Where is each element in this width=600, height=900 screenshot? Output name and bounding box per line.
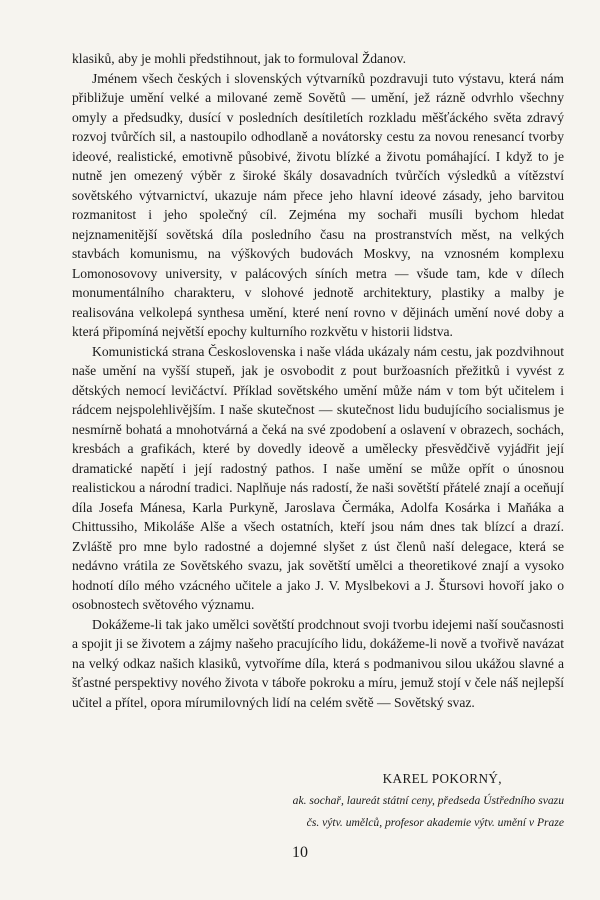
signature-block	[72, 770, 564, 832]
body-text	[72, 49, 564, 712]
author-title-line-2: čs. výtv. umělců, profesor akademie výtv. umění v Praze	[306, 816, 564, 829]
paragraph-4: Dokážeme-li tak jako umělci sovětští prodchnout svoji tvorbu idejemi naší současnosti a spojit ji se životem a zájmy našeho pracujícího lidu, dokážeme-li nově a tvořivě navázat na velký odkaz našich klasiků, vytvoříme díla, která s podmanivou silou ukážou slavné a šťastné perspektivy nového života v táboře pokroku a míru, jemuž stojí v čele náš nejlepší učitel a přítel, opora mírumilovných lidí na celém světě — Sovětský svaz.	[72, 616, 564, 710]
author-title-line-1: ak. sochař, laureát státní ceny, předseda Ústředního svazu	[292, 794, 564, 807]
author-name: KAREL POKORNÝ,	[382, 771, 502, 786]
paragraph-1: klasiků, aby je mohli předstihnout, jak to formuloval Ždanov.	[72, 51, 406, 66]
paragraph-3: Komunistická strana Československa i naše vláda ukázaly nám cestu, jak pozdvihnout naše umění na vyšší stupeň, jak je osvobodit z pout buržoasních přežitků i vyvést z dětských nemocí levičáctví. Příklad sovětského umění může nám v tom být učitelem i rádcem nejspolehlivějším. I naše skutečnost — skutečnost lidu budujícího socialismus je nesmírně bohatá a mnohotvárná a čeká na své zpodobení a oslavení v obrazech, sochách, kresbách a grafikách, které by dovedly ideově a umělecky přesvědčivě vyjádřit její dramatické napětí i její radostný pathos. I naše umění se může opřít o únosnou realistickou a národní tradici. Naplňuje nás radostí, že naši sovětští přátelé znají a oceňují díla Josefa Mánesa, Karla Purkyně, Jaroslava Čermáka, Adolfa Kosárka i Maňáka a Chittussiho, Mikoláše Alše a všech ostatních, kteří jsou nám dnes tak blízcí a drazí. Zvláště pro mne bylo radostné a dojemné slyšet z úst členů naší delegace, která se nedávno vrátila ze Sovětského svazu, jak sovětští umělci a theoretikové znají a vysoko hodnotí dílo mého vzácného učitele a jako J. V. Myslbekovi a J. Štursovi hovoří jako o osobnostech světového významu.	[72, 343, 564, 612]
paragraph-2: Jménem všech českých i slovenských výtvarníků pozdravuji tuto výstavu, která nám přibližuje umění velké a milované země Sovětů — umění, jež rázně odvrhlo všechny omyly a předsudky, dusící v posledních desítiletích rozkladu měšťáckého světa zdravý rozvoj tvůrčích sil, a nastoupilo odhodlaně a novátorsky cestu za novou renesancí tvorby ideové, realistické, emotivně působivé, životu blízké a životu pomáhající. I když to je nutně jen omezený výběr z široké škály dosavadních tvůrčích výsledků a vítězství sovětského výtvarnictví, ukazuje nám přece jeho hlavní ideové zásady, jeho barvitou rozmanitost i jeho společný cíl. Zejména my sochaři musíli bychom hledat nejznamenitější sovětská díla posledního času na prostranstvích měst, na velkých stavbách komunismu, na výškových budovách Moskvy, na vznosném komplexu Lomonosovovy university, v palácových síních metra — všude tam, kde v dílech monumentálního charakteru, v slohové jednotě architektury, plastiky a malby je realisována velkolepá synthesa umění, které není rovno v dějinách umění nové doby a která připomíná největší epochy kulturního rozkvětu v historii lidstva.	[72, 70, 564, 339]
page-number: 10	[292, 844, 308, 861]
